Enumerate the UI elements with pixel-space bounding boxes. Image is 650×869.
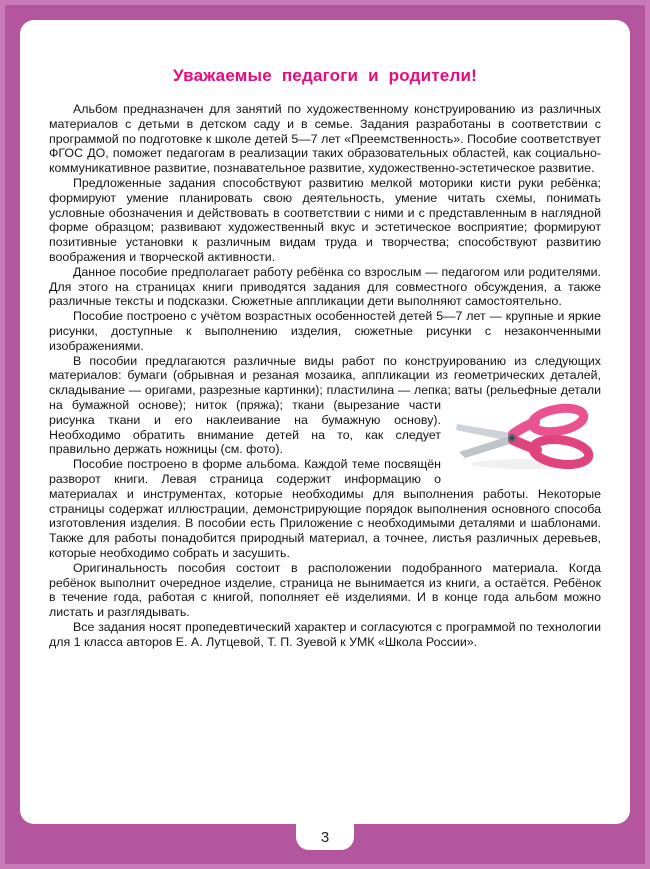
page-number-tab <box>296 816 354 850</box>
paragraph-materials-text-before-photo: В пособии предлагаются различные виды работ по конструированию из следующих материалов: бумаги (обрывная и резаная мозаика, аппликации из геометрических деталей, складывание — оригами, разрезные картинки); пластилина — лепка; ваты (рельефные детали на бумажной основе); ниток (пряжа); <box>49 353 601 412</box>
paragraph-age-features: Пособие построено с учётом возрастных особенностей детей 5—7 лет — крупные и яркие рисунки, доступные к выполнению изделия, сюжетные рисунки с незаконченными изображениями. <box>49 309 601 353</box>
paragraph-tasks: Предложенные задания способствуют развитию мелкой моторики кисти руки ребёнка; формируют умение планировать свою деятельность, умение читать схемы, понимать условные обозначения и действовать в соответствии с ними и с представленным в наглядной форме образцом; развивают художественный вкус и эстетическое восприятие; формируют позитивные установки к различным видам труда и творчества; способствуют развитию воображения и творческой активности. <box>49 175 601 264</box>
paragraph-intro: Альбом предназначен для занятий по художественному конструированию из различных материалов с детьми в детском саду и в семье. Задания разработаны в соответствии с программой по подготовке к школе детей 5—7 лет «Преемственность». Пособие соответствует ФГОС ДО, поможет педагогам в реализации таких образовательных областей, как социально-коммуникативное развитие, познавательное развитие, художественно-эстетическое развитие. <box>49 102 601 176</box>
paragraph-originality: Оригинальность пособия состоит в расположении подобранного материала. Когда ребёнок выполнит очередное изделие, страница не вынимается из книги, а остаётся. Ребёнок в течение года, работая с книгой, пополняет её изделиями. И в конце года альбом можно листать и разглядывать. <box>49 560 601 620</box>
scissors-photo <box>451 400 601 472</box>
paragraph-materials-text-after-photo: ткани (вырезание части рисунка ткани и его наклеивание на бумажную основу). Необходимо обратить внимание детей на то, как следует правильно держать ножницы (см. фото). <box>49 397 441 457</box>
body-text <box>49 102 601 649</box>
paragraph-joint-work: Данное пособие предполагает работу ребёнка со взрослым — педагогом или родителями. Для этого на страницах книги приводятся задания для совместного обсуждения, а также различные тексты и подсказки. Сюжетные аппликации дети выполняют самостоятельно. <box>49 264 601 309</box>
paragraph-program: Все задания носят пропедевтический характер и согласуются с программой по технологии для 1 класса авторов Е. А. Лутцевой, Т. П. Зуевой к УМК «Школа России». <box>49 619 601 649</box>
page-number: 3 <box>320 828 330 846</box>
page-sheet <box>20 20 630 846</box>
paragraph-album-structure: Пособие построено в форме альбома. Каждой теме посвящён разворот книги. Левая страница содержит информацию о материалах и инструментах, которые необходимы для выполнения работы. Некоторые страницы содержат иллюстрации, демонстрирующие порядок выполнения основного способа изготовления изделия. В пособии есть Приложение с необходимыми деталями и шаблонами. Также для работы понадобится природный материал, а точнее, листья различных деревьев, которые необходимо собрать и засушить. <box>49 457 601 560</box>
page-title: Уважаемые педагоги и родители! <box>173 66 477 85</box>
paragraph-materials <box>49 354 601 458</box>
